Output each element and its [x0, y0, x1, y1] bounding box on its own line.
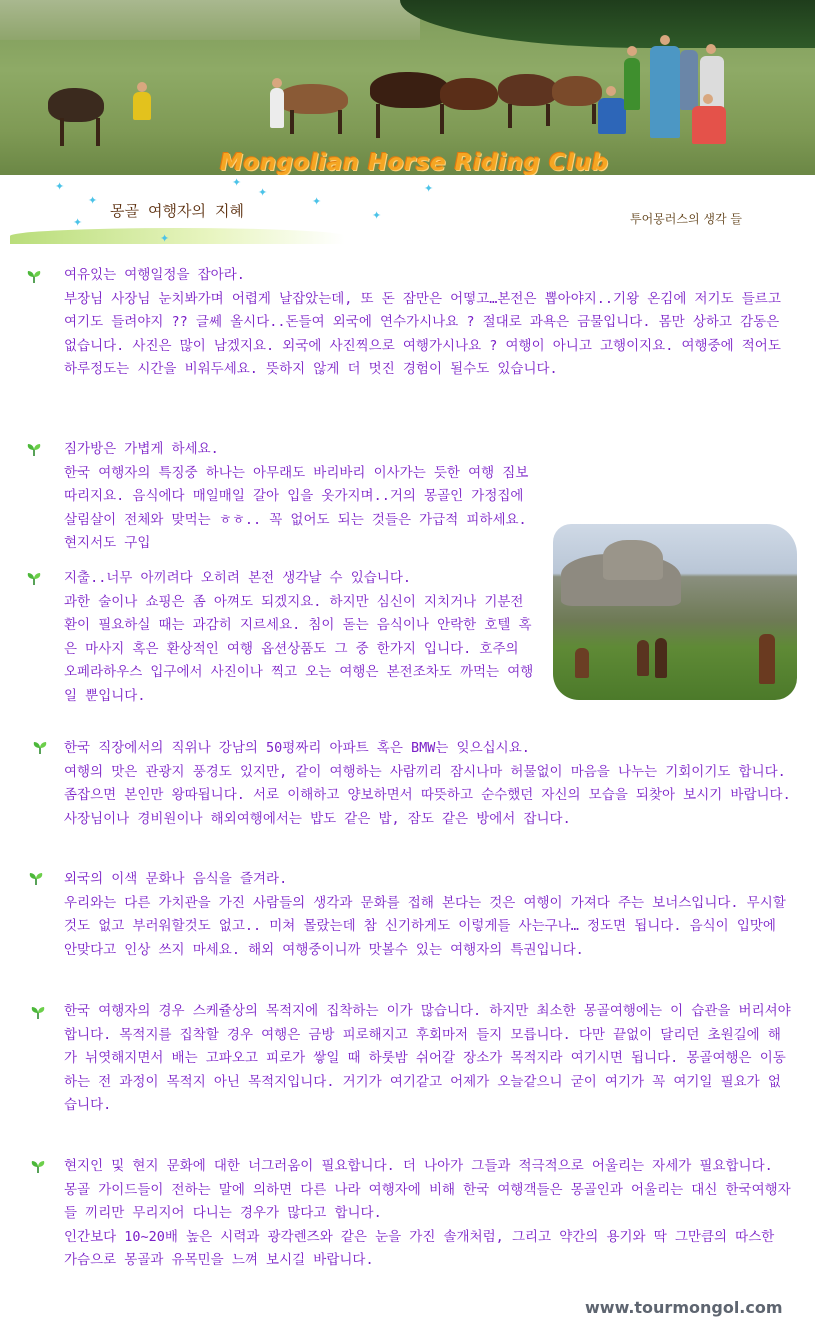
rider	[759, 634, 775, 684]
person	[692, 106, 726, 144]
star-icon: ✦	[372, 209, 382, 222]
horse-leg	[592, 104, 596, 124]
tip-section-tolerance	[64, 1155, 792, 1273]
rider	[637, 640, 649, 676]
sky-haze	[0, 0, 420, 40]
horse	[48, 88, 104, 122]
horse-leg	[338, 110, 342, 134]
horse	[370, 72, 450, 108]
star-icon: ✦	[312, 195, 322, 208]
sprout-icon	[26, 443, 42, 457]
horse-leg	[440, 104, 444, 134]
sprout-icon	[30, 1006, 46, 1020]
person-head	[627, 46, 637, 56]
horse	[440, 78, 498, 110]
tip-heading: 지출..너무 아끼려다 오히려 본전 생각날 수 있습니다.	[64, 570, 412, 586]
person-head	[706, 44, 716, 54]
sprout-icon	[32, 741, 48, 755]
sprout-icon	[28, 872, 44, 886]
horse-leg	[60, 118, 64, 146]
tip-body: 여행의 맛은 관광지 풍경도 있지만, 같이 여행하는 사람끼리 잠시나마 허물없이 마음을 나누는 기회이기도 합니다. 좀잡으면 본인만 왕따됩니다. 서로 이해하고 양보하면서 따뜻하고 순수했던 자신의 모습을 되찾아 보시기 바랍니다. 사장님이나 경비원이나 해외여행에서는 밥도 같은 밥, 잠도 같은 방에서 잡니다.	[64, 763, 791, 827]
star-icon: ✦	[232, 176, 242, 189]
tip-body: 한국 여행자의 특징중 하나는 아무래도 바리바리 이사가는 듯한 여행 짐보따리지요. 음식에다 매일매일 갈아 입을 옷가지며..거의 몽골인 가정집에 살림살이 전체와 맞먹는 ㅎㅎ.. 꼭 없어도 되는 것들은 가급적 피하세요. 현지서도 구입	[64, 464, 529, 551]
club-title: Mongolian Horse Riding Club	[220, 150, 609, 175]
tip-body: 한국 여행자의 경우 스케쥴상의 목적지에 집착하는 이가 많습니다. 하지만 최소한 몽골여행에는 이 습관을 버리셔야 합니다. 목적지를 집착할 경우 여행은 금방 피로해지고 후회마저 들지 모릅니다. 다만 끝없이 달리던 초원길에 해가 뉘엿해지면서 배는 고파오고 피로가 쌓일 때 하룻밤 쉬어갈 장소가 목적지라 여기시면 됩니다. 몽골여행은 이동하는 전 과정이 목적지 아닌 목적지입니다. 거기가 여기같고 어제가 오늘같으니 굳이 여기가 꼭 여기일 필요가 없습니다.	[64, 1003, 791, 1113]
tip-section-destination	[64, 1000, 792, 1118]
byline: 투어몽러스의 생각 들	[630, 212, 742, 226]
tip-section-itinerary	[64, 264, 789, 382]
person	[624, 58, 640, 110]
person-head	[272, 78, 282, 88]
tip-body: 현지인 및 현지 문화에 대한 너그러움이 필요합니다. 더 나아가 그들과 적극적으로 어울리는 자세가 필요합니다. 몽골 가이드들이 전하는 말에 의하면 다른 나라 여행자에 비해 한국 여행객들은 몽골인과 어울리는 대신 한국여행자들 끼리만 무리지어 다니는 경우가 많다고 합니다.	[64, 1158, 791, 1221]
tip-heading: 한국 직장에서의 직위나 강남의 50평짜리 아파트 혹은 BMW는 잊으십시요.	[64, 740, 530, 756]
horse	[498, 74, 558, 106]
site-url: www.tourmongol.com	[585, 1298, 783, 1317]
tip-section-luggage	[64, 438, 534, 556]
grass-hill-decoration	[10, 228, 345, 244]
star-icon: ✦	[258, 186, 268, 199]
banner-photo	[0, 0, 815, 175]
person	[598, 98, 626, 134]
tip-heading: 짐가방은 가볍게 하세요.	[64, 441, 219, 457]
horse	[552, 76, 602, 106]
tip-body: 우리와는 다른 가치관을 가진 사람들의 생각과 문화를 접해 본다는 것은 여행이 가져다 주는 보너스입니다. 무시할것도 없고 부러워할것도 없고.. 미쳐 몰랐는데 참 신기하게도 이렇게들 사는구나… 정도면 됩니다. 음식이 입맛에 안맞다고 인상 쓰지 마세요. 해외 여행중이니까 맛볼수 있는 여행자의 특권입니다.	[64, 894, 786, 958]
horse-leg	[290, 110, 294, 134]
sprout-icon	[26, 572, 42, 586]
star-icon: ✦	[88, 194, 98, 207]
rider	[575, 648, 589, 678]
person	[680, 50, 698, 110]
person-head	[137, 82, 147, 92]
sprout-icon	[26, 270, 42, 284]
star-icon: ✦	[73, 216, 83, 229]
horse-leg	[376, 104, 380, 138]
rider	[655, 638, 667, 678]
star-icon: ✦	[55, 180, 65, 193]
tip-section-status	[64, 737, 792, 831]
tip-section-culture	[64, 868, 789, 962]
sprout-icon	[30, 1160, 46, 1174]
tip-heading: 여유있는 여행일정을 잡아라.	[64, 267, 245, 283]
tip-body: 부장님 사장님 눈치봐가며 어렵게 날잡았는데, 또 돈 잠만은 어떻고…본전은 뽑아야지..기왕 온김에 저기도 들르고 여기도 들려야지 ?? 글쎄 올시다..돈들여 외국에 연수가시나요 ? 절대로 과욕은 금물입니다. 몸만 상하고 감동은 없습니다. 사진은 많이 남겠지요. 외국에 사진찍으로 여행가시나요 ? 여행이 아니고 고행이지요. 여행중에 적어도 하루정도는 시간을 비워두세요. 뜻하지 않게 더 멋진 경험이 될수도 있습니다.	[64, 290, 781, 377]
person-head	[660, 35, 670, 45]
person-head	[606, 86, 616, 96]
tip-heading: 외국의 이색 문화나 음식을 즐겨라.	[64, 871, 288, 887]
person	[270, 88, 284, 128]
forest-treeline	[400, 0, 815, 48]
person	[650, 46, 680, 138]
star-icon: ✦	[160, 232, 170, 245]
rock-formation	[603, 540, 663, 580]
page-subtitle: 몽골 여행자의 지혜	[110, 202, 244, 220]
horse-leg	[96, 118, 100, 146]
person	[133, 92, 151, 120]
horse-leg	[508, 104, 512, 128]
horseback-riders-photo	[553, 524, 797, 700]
star-icon: ✦	[424, 182, 434, 195]
tip-body: 과한 술이나 쇼핑은 좀 아껴도 되겠지요. 하지만 심신이 지치거나 기분전환이 필요하실 때는 과감히 지르세요. 침이 돋는 음식이나 안락한 호텔 혹은 마사지 혹은 환상적인 여행 옵션상품도 그 중 한가지 입니다. 호주의 오페라하우스 입구에서 사진이나 찍고 오는 여행은 본전조차도 까먹는 여행일 뿐입니다.	[64, 593, 534, 704]
tip-section-spending	[64, 567, 534, 708]
person-head	[703, 94, 713, 104]
horse-leg	[546, 104, 550, 126]
tip-closing: 인간보다 10~20배 높은 시력과 광각렌즈와 같은 눈을 가진 솔개처럼, 그리고 약간의 용기와 딱 그만큼의 따스한 가슴으로 몽골과 유목민을 느껴 보시길 바랍니다.	[64, 1228, 775, 1268]
